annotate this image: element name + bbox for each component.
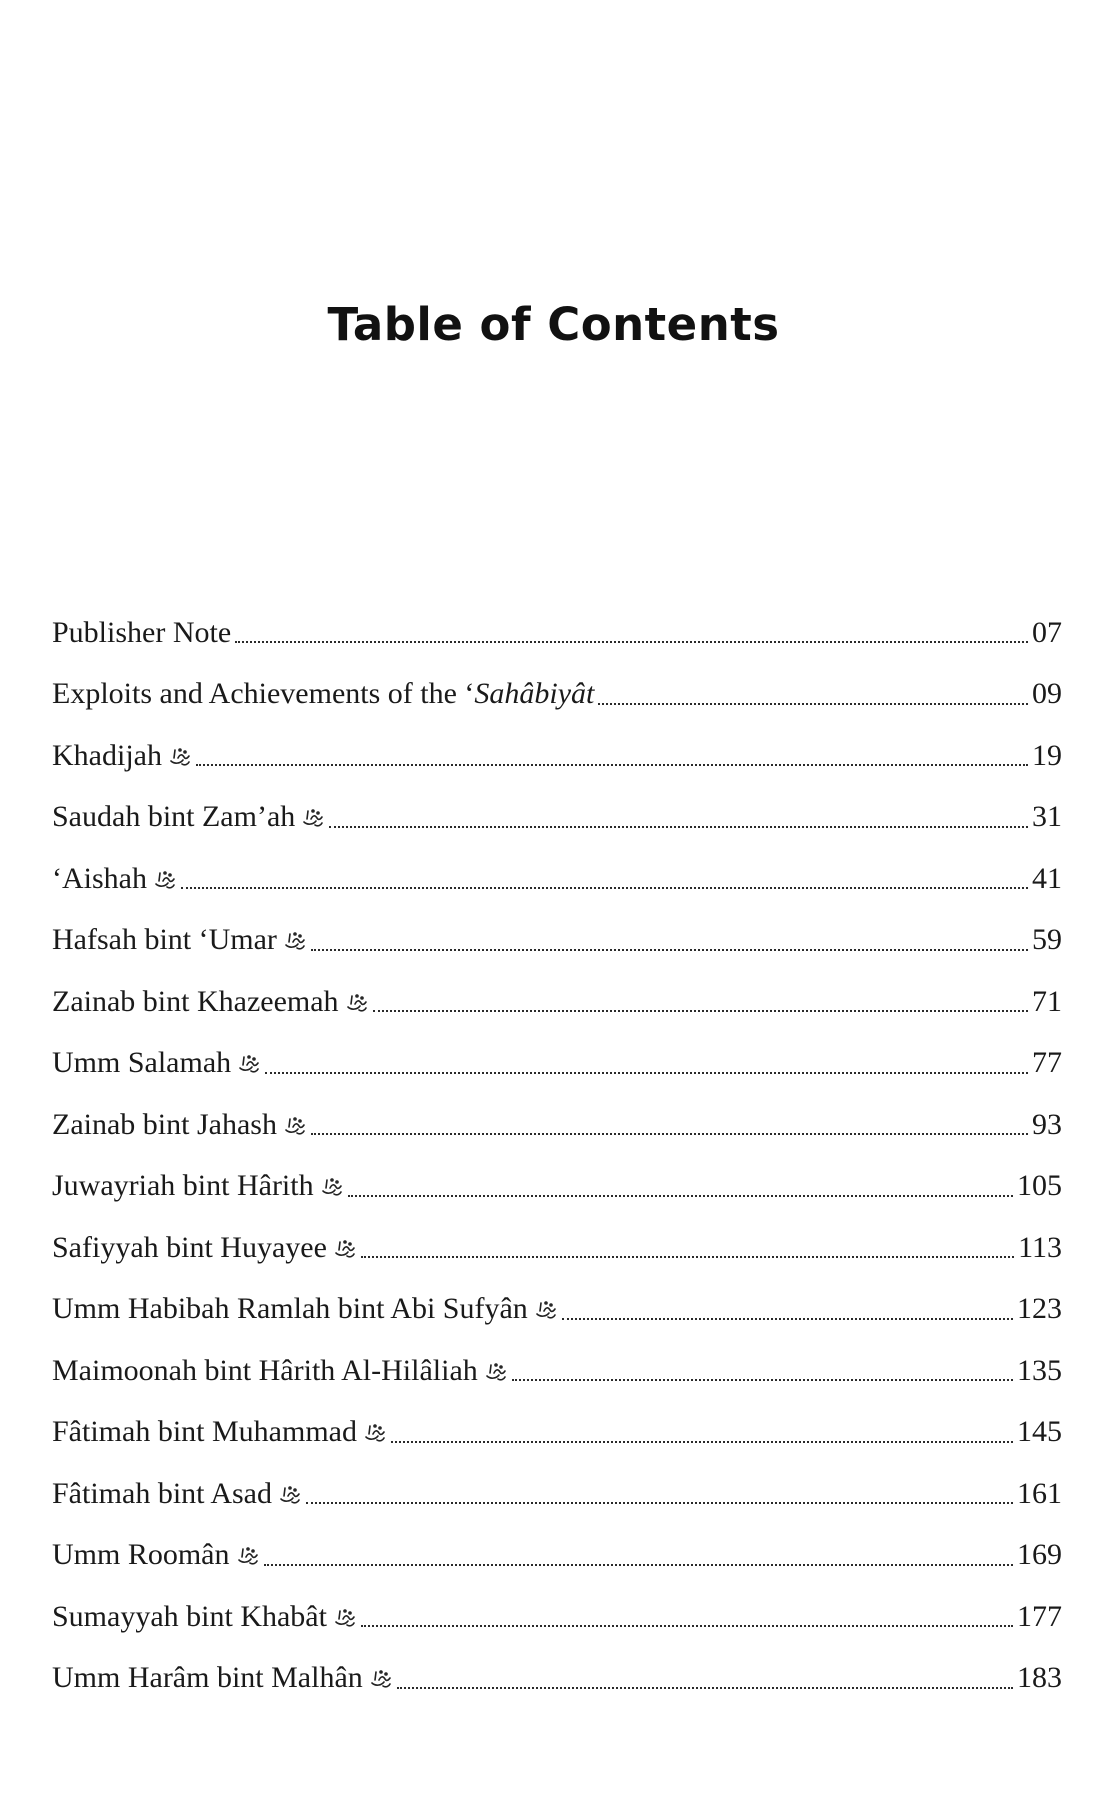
toc-entry-title [52, 1046, 261, 1080]
dot-leader [348, 1194, 1013, 1197]
dot-leader [361, 1624, 1013, 1627]
honorific-icon [283, 928, 307, 952]
toc-entry[interactable] [52, 910, 1062, 972]
dot-leader [361, 1255, 1014, 1258]
toc-entry-title-text: Saudah bint Zam’ah [52, 800, 296, 834]
toc-entry[interactable] [52, 971, 1062, 1033]
dot-leader [562, 1317, 1013, 1320]
honorific-icon [278, 1482, 302, 1506]
toc-entry-title [52, 1600, 357, 1634]
toc-entry-title [52, 1169, 344, 1203]
toc-entry-title [52, 1477, 302, 1511]
honorific-icon [236, 1543, 260, 1567]
toc-entry[interactable] [52, 1463, 1062, 1525]
toc-entry-title [52, 923, 307, 957]
toc-entry-title-text: Hafsah bint ‘Umar [52, 923, 277, 957]
honorific-icon [369, 1666, 393, 1690]
toc-entry-page: 145 [1017, 1415, 1062, 1449]
honorific-icon [333, 1236, 357, 1260]
toc-entry[interactable] [52, 725, 1062, 787]
toc-entry[interactable] [52, 1648, 1062, 1710]
toc-entry[interactable] [52, 1525, 1062, 1587]
toc-entry[interactable] [52, 1279, 1062, 1341]
honorific-icon [363, 1420, 387, 1444]
toc-entry-page: 113 [1018, 1230, 1062, 1264]
toc-entry-page: 183 [1017, 1661, 1062, 1695]
honorific-icon [345, 990, 369, 1014]
dot-leader [306, 1501, 1013, 1504]
honorific-icon [484, 1359, 508, 1383]
toc-entry-title-text: Juwayriah bint Hârith [52, 1169, 314, 1203]
honorific-icon [153, 867, 177, 891]
toc-entry-title [52, 1292, 558, 1326]
toc-entry[interactable] [52, 1094, 1062, 1156]
toc-entry-title-text: Maimoonah bint Hârith Al-Hilâliah [52, 1353, 478, 1387]
toc-entry-title [52, 739, 192, 773]
toc-entry-title: Publisher Note [52, 615, 232, 649]
dot-leader [512, 1378, 1013, 1381]
toc-entry-title-text: Fâtimah bint Asad [52, 1476, 272, 1510]
toc-entry-page: 177 [1017, 1599, 1062, 1633]
honorific-icon [237, 1051, 261, 1075]
toc-entry-title [52, 677, 594, 711]
toc-entry-title [52, 862, 177, 896]
dot-leader [311, 948, 1028, 951]
toc-entry-title [52, 1661, 393, 1695]
toc-entry[interactable] [52, 1586, 1062, 1648]
toc-entry-title-italic: Sahâbiyât [474, 677, 595, 711]
toc-entry[interactable] [52, 664, 1062, 726]
toc-entry-title-text: Fâtimah bint Muhammad [52, 1415, 357, 1449]
toc-entry-title-text: Sumayyah bint Khabât [52, 1599, 327, 1633]
page-title: Table of Contents [327, 298, 780, 351]
dot-leader [397, 1686, 1013, 1689]
toc-entry-page: 77 [1032, 1046, 1062, 1080]
toc-entry[interactable] [52, 1033, 1062, 1095]
dot-leader [391, 1440, 1013, 1443]
toc-entry-title [52, 985, 369, 1019]
toc-entry-page: 09 [1032, 677, 1062, 711]
toc-entry-title-text: Umm Harâm bint Malhân [52, 1661, 363, 1695]
toc-entry-title-text: Exploits and Achievements of the ‘ [52, 677, 475, 711]
toc-entry-page: 07 [1032, 615, 1062, 649]
toc-entry-page: 123 [1017, 1292, 1062, 1326]
dot-leader [598, 702, 1028, 705]
toc-entry-title [52, 1415, 387, 1449]
toc-entry-title [52, 1354, 508, 1388]
toc-entry-title-text: Umm Roomân [52, 1538, 230, 1572]
toc-entry-title [52, 1538, 260, 1572]
honorific-icon [333, 1605, 357, 1629]
toc-entry[interactable] [52, 602, 1062, 664]
toc-entry-title-text: ‘Aishah [52, 861, 147, 895]
toc-entry[interactable] [52, 1402, 1062, 1464]
toc-entry[interactable] [52, 787, 1062, 849]
toc-entry-page: 19 [1032, 738, 1062, 772]
toc-entry-page: 105 [1017, 1169, 1062, 1203]
table-of-contents [52, 602, 1062, 1709]
honorific-icon [534, 1297, 558, 1321]
toc-entry-title [52, 1231, 357, 1265]
toc-entry-page: 59 [1032, 923, 1062, 957]
honorific-icon [301, 805, 325, 829]
toc-entry[interactable] [52, 1217, 1062, 1279]
dot-leader [196, 763, 1028, 766]
honorific-icon [168, 744, 192, 768]
dot-leader [329, 825, 1028, 828]
toc-entry-page: 93 [1032, 1107, 1062, 1141]
toc-entry-page: 71 [1032, 984, 1062, 1018]
honorific-icon [283, 1113, 307, 1137]
toc-entry-page: 161 [1017, 1476, 1062, 1510]
toc-entry-title-text: Khadijah [52, 738, 162, 772]
toc-entry[interactable] [52, 1340, 1062, 1402]
toc-entry-title [52, 800, 325, 834]
dot-leader [311, 1132, 1028, 1135]
toc-entry-page: 169 [1017, 1538, 1062, 1572]
toc-entry[interactable] [52, 848, 1062, 910]
toc-entry-title-text: Umm Habibah Ramlah bint Abi Sufyân [52, 1292, 528, 1326]
toc-entry-page: 31 [1032, 800, 1062, 834]
dot-leader [265, 1071, 1028, 1074]
toc-entry-title-text: Zainab bint Jahash [52, 1107, 277, 1141]
toc-entry[interactable] [52, 1156, 1062, 1218]
toc-entry-title-text: Umm Salamah [52, 1046, 232, 1080]
honorific-icon [320, 1174, 344, 1198]
dot-leader [373, 1009, 1028, 1012]
dot-leader [235, 640, 1028, 643]
toc-entry-title-text: Safiyyah bint Huyayee [52, 1230, 327, 1264]
dot-leader [181, 886, 1028, 889]
toc-entry-title [52, 1108, 307, 1142]
toc-entry-page: 41 [1032, 861, 1062, 895]
dot-leader [264, 1563, 1014, 1566]
toc-entry-title-text: Zainab bint Khazeemah [52, 984, 339, 1018]
toc-entry-page: 135 [1017, 1353, 1062, 1387]
